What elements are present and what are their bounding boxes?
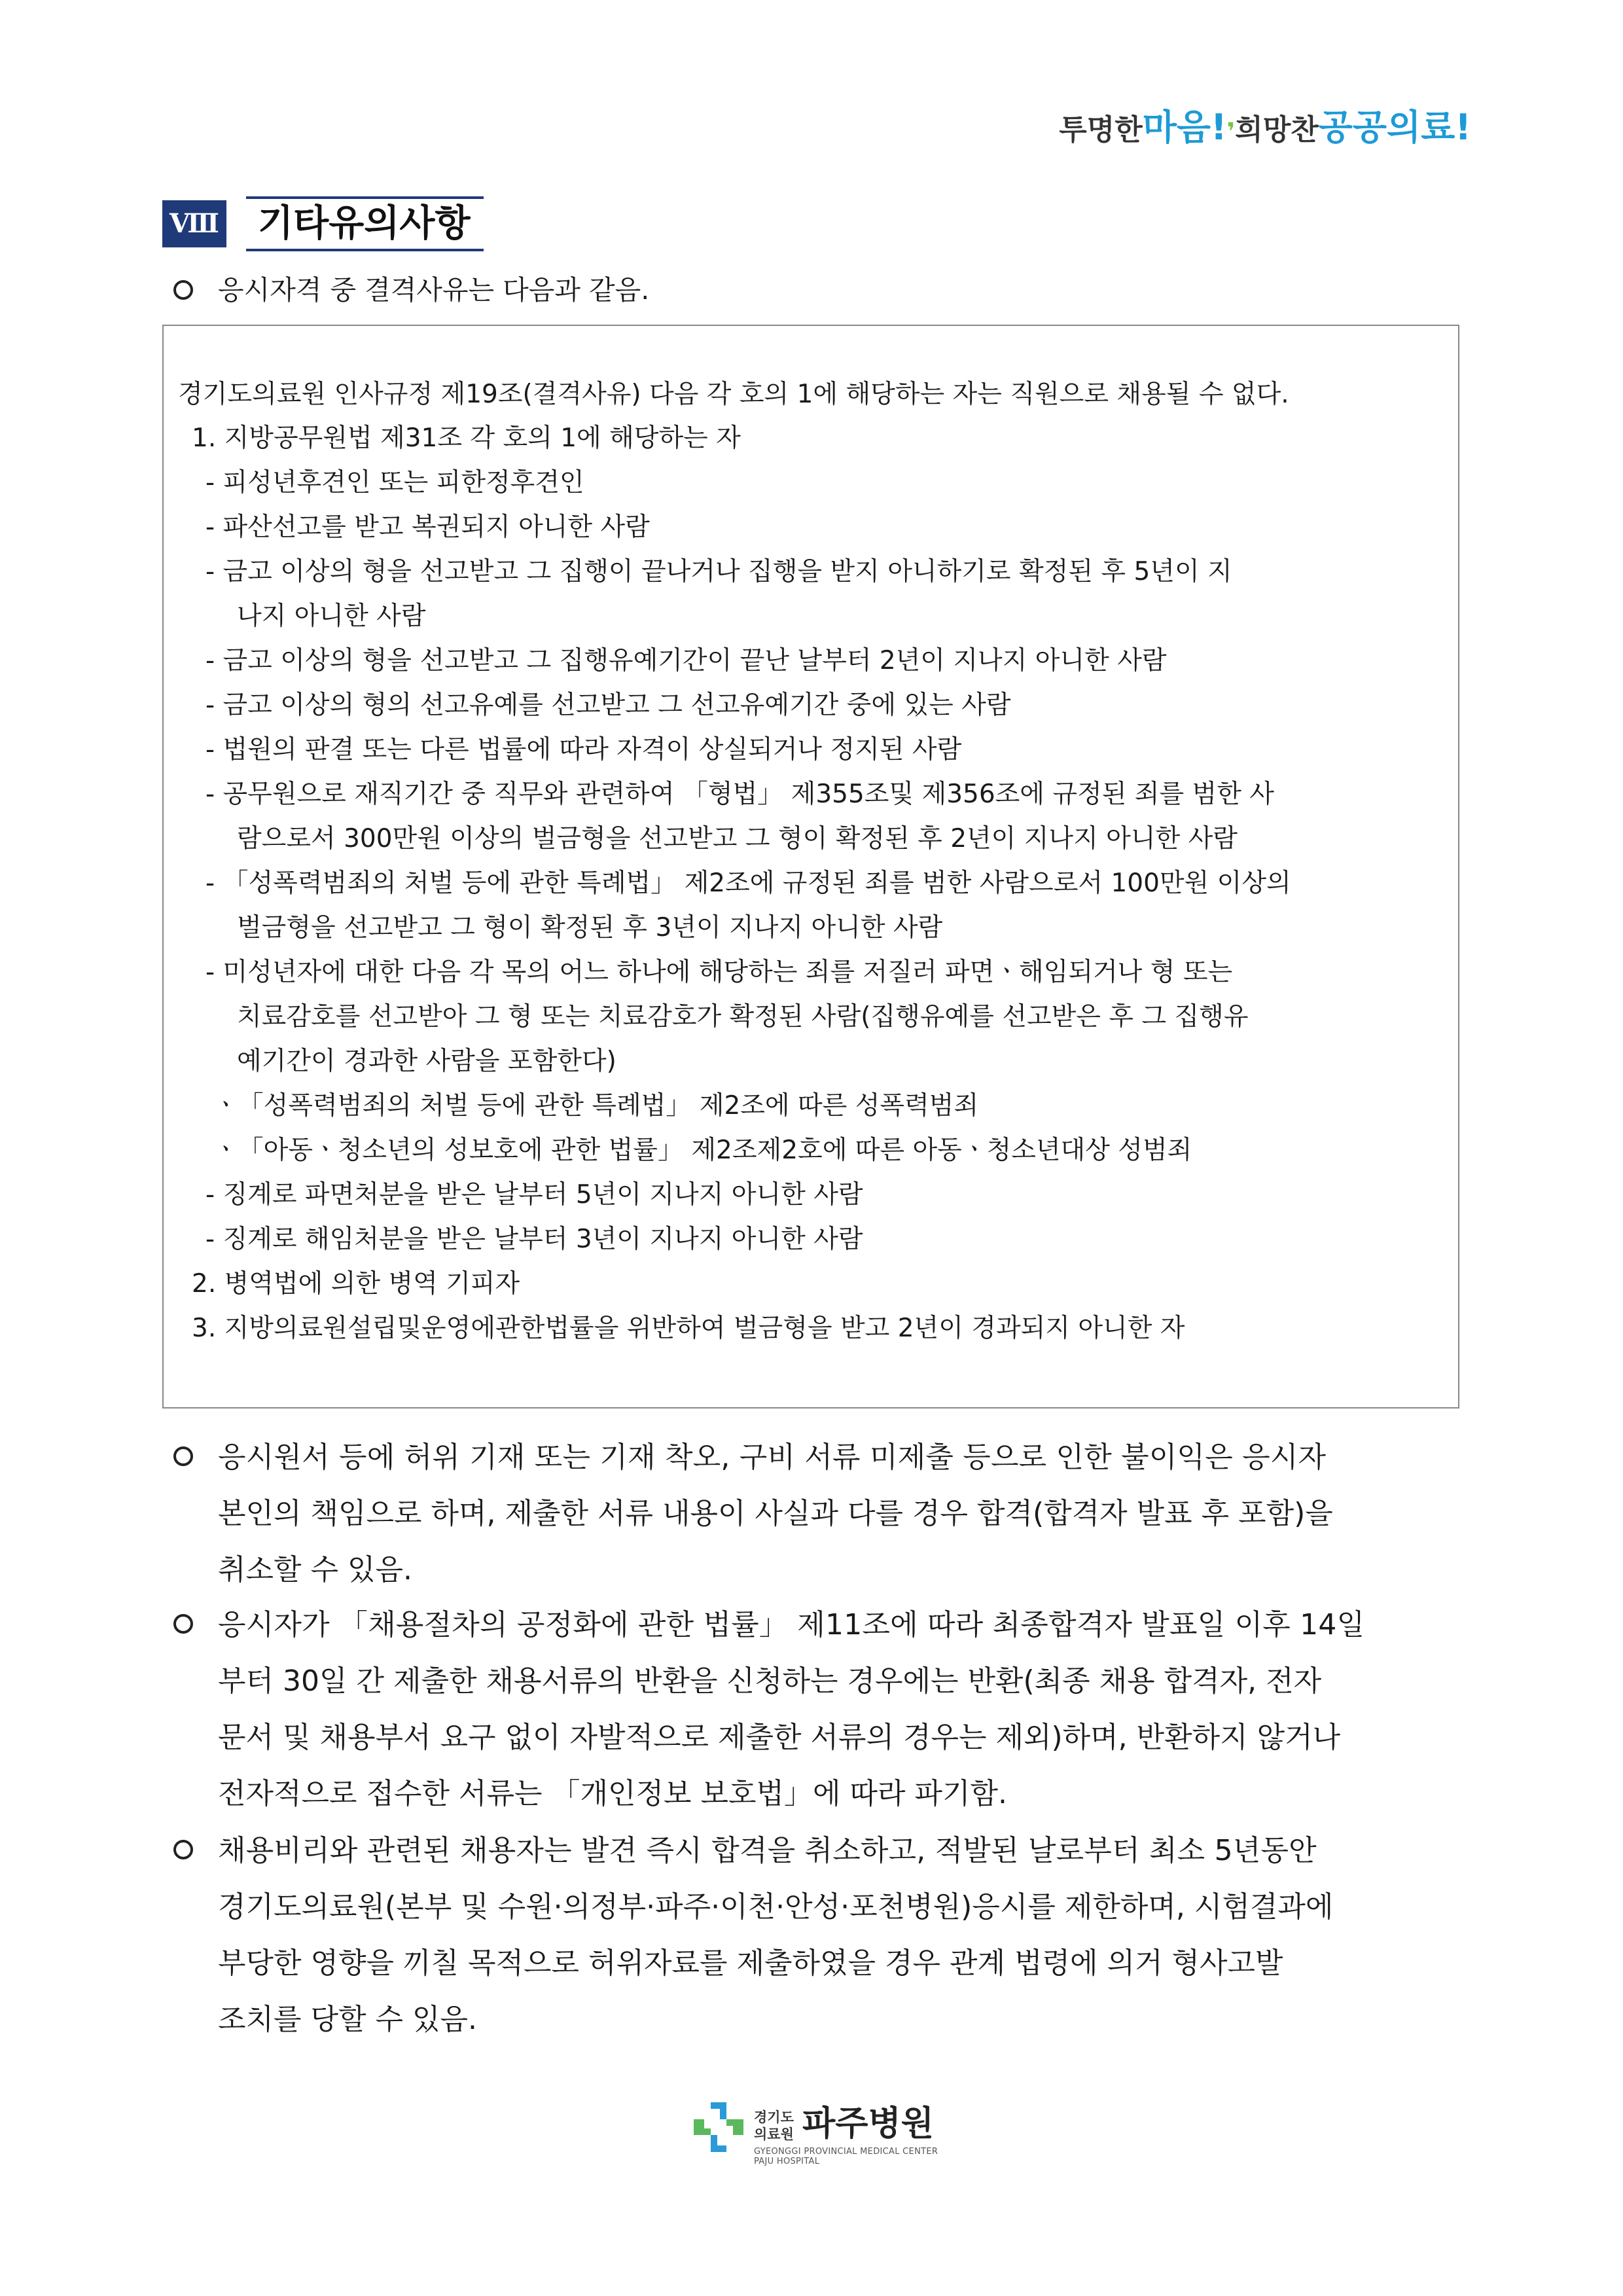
note-line: 문서 및 채용부서 요구 없이 자발적으로 제출한 서류의 경우는 제외)하며, 반환하지 않거나 <box>218 1721 1341 1754</box>
circle-bullet-icon <box>173 1446 193 1466</box>
note-line: 채용비리와 관련된 채용자는 발견 즉시 합격을 취소하고, 적발된 날로부터 최소 5년동안 <box>218 1834 1317 1867</box>
regulation-box <box>162 325 1459 1408</box>
regulation-line: ㆍ「성폭력범죄의 처벌 등에 관한 특례법」 제2조에 따른 성폭력범죄 <box>213 1091 979 1121</box>
logo-org-line2: 의료원 <box>754 2126 794 2142</box>
logo-org-name <box>754 2109 794 2143</box>
note-paragraph-1 <box>173 1429 1482 1598</box>
note-line: 부터 30일 간 제출한 채용서류의 반환을 신청하는 경우에는 반환(최종 채용 합격자, 전자 <box>218 1664 1322 1698</box>
logo-org-line1: 경기도 <box>754 2109 794 2125</box>
regulation-line: - 징계로 해임처분을 받은 날부터 3년이 지나지 아니한 사람 <box>205 1225 863 1254</box>
footer-logo <box>691 2097 953 2169</box>
regulation-line: ㆍ「아동ㆍ청소년의 성보호에 관한 법률」 제2조제2호에 따른 아동ㆍ청소년대상 성범죄 <box>213 1136 1192 1165</box>
regulation-line: - 파산선고를 받고 복권되지 아니한 사람 <box>205 512 650 542</box>
section-title: 기타유의사항 <box>246 196 484 251</box>
regulation-line: - 공무원으로 재직기간 중 직무와 관련하여 「형법」 제355조및 제356조에 규정된 죄를 범한 사 <box>205 780 1274 809</box>
leaf-icon: ❜ <box>1226 118 1236 145</box>
regulation-line: - 「성폭력범죄의 처벌 등에 관한 특례법」 제2조에 규정된 죄를 범한 사람으로서 100만원 이상의 <box>205 869 1291 898</box>
regulation-line: - 금고 이상의 형을 선고받고 그 집행유예기간이 끝난 날부터 2년이 지나지 아니한 사람 <box>205 646 1167 675</box>
regulation-line: - 징계로 파면처분을 받은 날부터 5년이 지나지 아니한 사람 <box>205 1180 863 1210</box>
regulation-line: - 금고 이상의 형을 선고받고 그 집행이 끝나거나 집행을 받지 아니하기로 확정된 후 5년이 지 <box>205 557 1232 586</box>
circle-bullet-icon <box>173 1840 193 1859</box>
regulation-line: 치료감호를 선고받아 그 형 또는 치료감호가 확정된 사람(집행유예를 선고받은 후 그 집행유 <box>237 1002 1249 1031</box>
hospital-cross-icon <box>691 2100 746 2155</box>
logo-english-line2: PAJU HOSPITAL <box>754 2157 820 2166</box>
note-line: 취소할 수 있음. <box>218 1553 412 1587</box>
note-paragraph-3 <box>173 1823 1482 2048</box>
slogan-part3: 희망찬 <box>1235 113 1319 147</box>
note-line: 전자적으로 접수한 서류는 「개인정보 보호법」에 따라 파기함. <box>218 1777 1007 1810</box>
circle-bullet-icon <box>173 1614 193 1634</box>
logo-english-line1: GYEONGGI PROVINCIAL MEDICAL CENTER <box>754 2147 938 2157</box>
note-line: 본인의 책임으로 하며, 제출한 서류 내용이 사실과 다를 경우 합격(합격자 발표 후 포함)을 <box>218 1497 1333 1530</box>
logo-english-name <box>754 2147 938 2166</box>
circle-bullet-icon <box>173 280 193 300</box>
slogan-part2: 마음! <box>1142 107 1227 148</box>
logo-hospital-name: 파주병원 <box>802 2104 934 2144</box>
note-line: 부당한 영향을 끼칠 목적으로 허위자료를 제출하였을 경우 관계 법령에 의거 형사고발 <box>218 1946 1283 1980</box>
regulation-line: - 피성년후견인 또는 피한정후견인 <box>205 468 584 497</box>
intro-text: 응시자격 중 결격사유는 다음과 같음. <box>218 274 650 306</box>
header-slogan <box>1059 107 1471 148</box>
note-line: 조치를 당할 수 있음. <box>218 2003 477 2036</box>
regulation-line: 2. 병역법에 의한 병역 기피자 <box>192 1269 520 1299</box>
note-line: 응시자가 「채용절차의 공정화에 관한 법률」 제11조에 따라 최종합격자 발표일 이후 14일 <box>218 1608 1365 1641</box>
slogan-part1: 투명한 <box>1059 113 1143 147</box>
slogan-part4: 공공의료! <box>1318 107 1471 148</box>
regulation-line: 예기간이 경과한 사람을 포함한다) <box>237 1047 616 1076</box>
note-line: 경기도의료원(본부 및 수원·의정부·파주·이천·안성·포천병원)응시를 제한하며, 시험결과에 <box>218 1890 1334 1924</box>
regulation-line: 람으로서 300만원 이상의 벌금형을 선고받고 그 형이 확정된 후 2년이 지나지 아니한 사람 <box>237 824 1238 853</box>
regulation-line: 벌금형을 선고받고 그 형이 확정된 후 3년이 지나지 아니한 사람 <box>237 913 943 942</box>
section-number: Ⅷ <box>162 200 226 247</box>
regulation-line: - 법원의 판결 또는 다른 법률에 따라 자격이 상실되거나 정지된 사람 <box>205 735 962 764</box>
regulation-title: 경기도의료원 인사규정 제19조(결격사유) 다음 각 호의 1에 해당하는 자는 직원으로 채용될 수 없다. <box>178 380 1289 409</box>
regulation-line: - 미성년자에 대한 다음 각 목의 어느 하나에 해당하는 죄를 저질러 파면ㆍ해임되거나 형 또는 <box>205 958 1233 987</box>
regulation-line: 3. 지방의료원설립및운영에관한법률을 위반하여 벌금형을 받고 2년이 경과되지 아니한 자 <box>192 1314 1185 1343</box>
regulation-line: - 금고 이상의 형의 선고유예를 선고받고 그 선고유예기간 중에 있는 사람 <box>205 691 1011 720</box>
note-paragraph-2 <box>173 1597 1482 1822</box>
regulation-line: 나지 아니한 사람 <box>237 601 426 631</box>
intro-paragraph <box>173 272 1482 308</box>
regulation-line: 1. 지방공무원법 제31조 각 호의 1에 해당하는 자 <box>192 423 741 453</box>
note-line: 응시원서 등에 허위 기재 또는 기재 착오, 구비 서류 미제출 등으로 인한 불이익은 응시자 <box>218 1441 1327 1474</box>
